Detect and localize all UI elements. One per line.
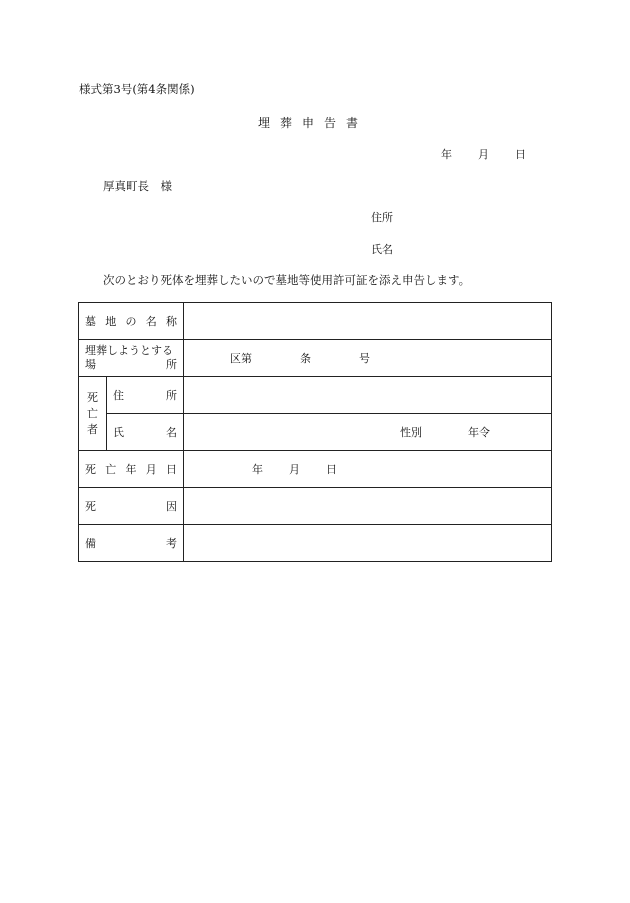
death-date-year-label: 年 (252, 463, 263, 476)
deceased-label (79, 377, 107, 451)
table-row (79, 451, 552, 488)
deceased-address-label: 住所 (107, 377, 184, 414)
deceased-address-field[interactable] (184, 377, 552, 414)
death-date-month-label: 月 (289, 463, 300, 476)
table-row (79, 414, 552, 451)
burial-place-label-line1: 埋葬しようとする (85, 344, 173, 357)
date-year-label: 年 (441, 148, 452, 161)
death-date-field[interactable] (184, 451, 552, 488)
deceased-label-char: 亡 (87, 406, 98, 420)
death-date-label: 死亡年月日 (79, 451, 184, 488)
deceased-label-char: 者 (87, 422, 98, 436)
table-row (79, 377, 552, 414)
sex-label: 性別 (400, 426, 422, 439)
burial-place-go-label: 号 (359, 352, 370, 365)
burial-place-label (79, 340, 184, 377)
burial-place-ku-label: 区第 (230, 352, 252, 365)
form-number: 様式第3号(第4条関係) (79, 82, 195, 96)
addressee: 厚真町長 様 (103, 179, 172, 193)
deceased-name-field[interactable] (184, 414, 552, 451)
cemetery-name-label: 墓地の名称 (79, 303, 184, 340)
death-date-day-label: 日 (326, 463, 337, 476)
declaration-statement: 次のとおり死体を埋葬したいので墓地等使用許可証を添え申告します。 (103, 273, 471, 287)
burial-report-table (78, 302, 552, 562)
burial-place-jo-label: 条 (300, 352, 311, 365)
burial-place-label-char-b: 所 (166, 358, 177, 371)
date-day-label: 日 (515, 148, 526, 161)
cause-of-death-field[interactable] (184, 488, 552, 525)
deceased-name-label: 氏名 (107, 414, 184, 451)
submission-date (441, 146, 526, 162)
cause-of-death-label: 死因 (79, 488, 184, 525)
table-row (79, 488, 552, 525)
burial-place-label-char-a: 場 (85, 358, 96, 371)
applicant-name-label: 氏名 (371, 243, 393, 256)
table-row (79, 340, 552, 377)
cemetery-name-field[interactable] (184, 303, 552, 340)
deceased-label-char: 死 (87, 390, 98, 404)
document-title: 埋葬申告書 (258, 116, 369, 130)
applicant-address-label: 住所 (371, 211, 393, 224)
table-row (79, 525, 552, 562)
date-month-label: 月 (478, 148, 489, 161)
burial-place-field[interactable] (184, 340, 552, 377)
remarks-field[interactable] (184, 525, 552, 562)
table-row (79, 303, 552, 340)
remarks-label: 備考 (79, 525, 184, 562)
age-label: 年令 (468, 426, 490, 439)
